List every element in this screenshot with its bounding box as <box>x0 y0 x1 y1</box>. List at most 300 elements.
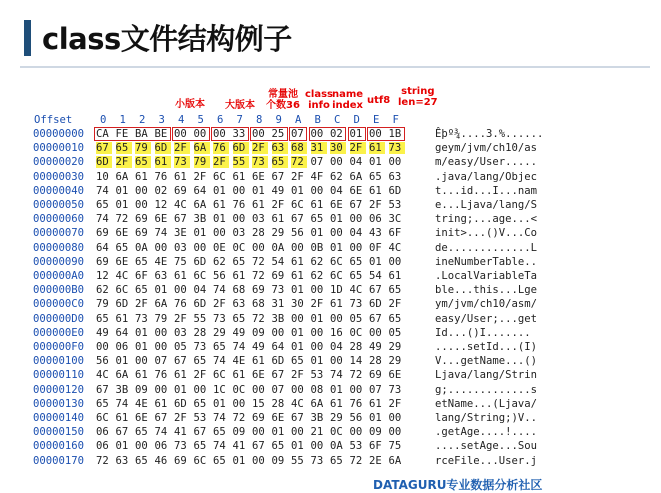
hex-byte[interactable]: 00 <box>154 241 168 254</box>
hex-byte[interactable]: 09 <box>369 426 382 439</box>
hex-byte[interactable]: 03 <box>174 241 187 254</box>
hex-byte[interactable]: 1B <box>388 128 402 140</box>
hex-byte[interactable]: 65 <box>369 170 382 183</box>
hex-byte[interactable]: 29 <box>213 326 226 339</box>
hex-byte[interactable]: 65 <box>96 397 109 410</box>
hex-byte[interactable]: 08 <box>310 383 324 396</box>
hex-byte[interactable]: 2F <box>388 397 402 410</box>
hex-byte[interactable]: 00 <box>349 426 363 439</box>
hex-byte[interactable]: 2F <box>135 298 148 311</box>
hex-byte[interactable]: 21 <box>310 426 324 439</box>
hex-byte[interactable]: 2F <box>213 298 226 311</box>
hex-byte[interactable]: 3B <box>115 383 129 396</box>
hex-byte[interactable]: 00 <box>291 241 304 254</box>
hex-byte[interactable]: 62 <box>96 284 109 297</box>
hex-byte[interactable]: 4E <box>232 355 246 368</box>
hex-byte[interactable]: 2F <box>388 298 402 311</box>
hex-byte[interactable]: 00 <box>135 199 148 211</box>
hex-byte[interactable]: 2F <box>193 170 207 183</box>
hex-byte[interactable]: 6D <box>193 255 207 268</box>
hex-byte[interactable]: 72 <box>252 255 265 268</box>
hex-byte[interactable]: 61 <box>232 170 246 183</box>
hex-byte[interactable]: 68 <box>252 298 265 311</box>
hex-byte[interactable]: 65 <box>232 312 246 325</box>
hex-byte[interactable]: 6C <box>213 170 226 183</box>
hex-byte[interactable]: 67 <box>174 355 187 368</box>
hex-byte[interactable]: 00 <box>310 326 324 339</box>
hex-byte[interactable]: BA <box>135 128 148 140</box>
hex-byte[interactable]: 65 <box>135 426 148 439</box>
hex-byte[interactable]: 56 <box>291 227 304 240</box>
hex-byte[interactable]: 73 <box>271 284 285 297</box>
hex-byte[interactable]: 09 <box>135 383 148 396</box>
hex-byte[interactable]: 00 <box>291 312 304 325</box>
hex-byte[interactable]: 00 <box>232 213 246 226</box>
hex-byte[interactable]: 61 <box>232 369 246 382</box>
hex-byte[interactable]: 69 <box>96 227 109 240</box>
hex-byte[interactable]: 6D <box>233 142 249 154</box>
hex-byte[interactable]: 01 <box>174 383 187 396</box>
hex-byte[interactable]: 4C <box>388 241 402 254</box>
hex-byte[interactable]: 61 <box>330 397 343 410</box>
hex-byte[interactable]: 00 <box>154 326 168 339</box>
hex-byte[interactable]: 33 <box>232 128 246 140</box>
hex-byte[interactable]: 67 <box>271 369 285 382</box>
hex-byte[interactable]: 6C <box>115 284 129 297</box>
hex-byte[interactable]: 4C <box>96 369 109 382</box>
hex-byte[interactable]: 53 <box>310 369 324 382</box>
hex-byte[interactable]: 01 <box>135 326 148 339</box>
hex-byte[interactable]: 67 <box>96 383 109 396</box>
hex-byte[interactable]: 6D <box>155 142 171 154</box>
hex-byte[interactable]: 67 <box>154 412 168 424</box>
hex-byte[interactable]: 01 <box>330 241 343 254</box>
hex-byte[interactable]: 00 <box>154 341 168 353</box>
hex-byte[interactable]: 65 <box>96 312 109 325</box>
hex-byte[interactable]: 04 <box>330 341 343 353</box>
hex-byte[interactable]: 65 <box>291 355 304 368</box>
hex-byte[interactable]: 01 <box>115 440 129 453</box>
hex-byte[interactable]: 00 <box>330 312 343 325</box>
hex-byte[interactable]: 2F <box>291 170 304 183</box>
hex-byte[interactable]: 6D <box>388 184 402 197</box>
hex-byte[interactable]: 79 <box>96 298 109 311</box>
hex-byte[interactable]: 01 <box>115 355 129 368</box>
hex-byte[interactable]: 04 <box>349 227 363 240</box>
hex-byte[interactable]: 65 <box>388 284 402 297</box>
hex-byte[interactable]: 65 <box>96 199 109 211</box>
hex-byte[interactable]: 69 <box>174 184 187 197</box>
hex-byte[interactable]: 3B <box>310 412 324 424</box>
hex-byte[interactable]: 00 <box>232 184 246 197</box>
hex-byte[interactable]: 3B <box>193 213 207 226</box>
hex-byte[interactable]: 74 <box>115 397 129 410</box>
hex-byte[interactable]: 00 <box>193 128 207 140</box>
hex-byte[interactable]: 09 <box>252 326 265 339</box>
hex-byte[interactable]: 6C <box>330 270 343 282</box>
hex-byte[interactable]: 28 <box>369 355 382 368</box>
hex-byte[interactable]: 00 <box>193 241 207 254</box>
hex-byte[interactable]: 6E <box>135 412 148 424</box>
hex-byte[interactable]: 6E <box>252 369 265 382</box>
hex-byte[interactable]: 73 <box>193 341 207 353</box>
hex-byte[interactable]: 6A <box>194 142 210 154</box>
hex-byte[interactable]: 61 <box>174 369 187 382</box>
hex-byte[interactable]: 00 <box>310 284 324 297</box>
hex-byte[interactable]: 00 <box>330 156 343 169</box>
hex-byte[interactable]: 28 <box>349 341 363 353</box>
hex-byte[interactable]: 00 <box>369 326 382 339</box>
hex-byte[interactable]: 01 <box>135 341 148 353</box>
hex-byte[interactable]: 61 <box>330 298 343 311</box>
hex-byte[interactable]: 65 <box>213 426 226 439</box>
hex-byte[interactable]: 00 <box>388 412 402 424</box>
hex-byte[interactable]: 00 <box>135 355 148 368</box>
hex-byte[interactable]: 62 <box>213 255 226 268</box>
hex-byte[interactable]: 65 <box>193 355 207 368</box>
hex-byte[interactable]: 07 <box>310 156 324 169</box>
hex-byte[interactable]: 6C <box>291 199 304 211</box>
hex-byte[interactable]: 79 <box>154 312 168 325</box>
hex-byte[interactable]: 01 <box>291 341 304 353</box>
hex-byte[interactable]: 46 <box>154 454 168 467</box>
hex-byte[interactable]: 2F <box>369 199 382 211</box>
hex-byte[interactable]: 6E <box>252 170 265 183</box>
hex-byte[interactable]: 74 <box>213 412 226 424</box>
hex-byte[interactable]: 6A <box>193 199 207 211</box>
hex-byte[interactable]: 0C <box>349 326 363 339</box>
hex-byte[interactable]: 31 <box>311 142 327 154</box>
hex-byte[interactable]: 06 <box>115 341 129 353</box>
hex-byte[interactable]: 00 <box>174 284 187 297</box>
hex-byte[interactable]: 00 <box>135 184 148 197</box>
hex-byte[interactable]: 01 <box>291 326 304 339</box>
hex-byte[interactable]: 01 <box>213 213 226 226</box>
hex-byte[interactable]: 49 <box>232 326 246 339</box>
hex-byte[interactable]: 29 <box>330 412 343 424</box>
hex-byte[interactable]: 64 <box>96 241 109 254</box>
hex-byte[interactable]: 01 <box>115 199 129 211</box>
hex-byte[interactable]: 00 <box>310 440 324 453</box>
hex-byte[interactable]: 2F <box>291 369 304 382</box>
hex-byte[interactable]: 09 <box>232 426 246 439</box>
hex-byte[interactable]: 61 <box>291 255 304 268</box>
hex-byte[interactable]: 67 <box>252 440 265 453</box>
hex-byte[interactable]: 06 <box>369 213 382 226</box>
hex-byte[interactable]: 61 <box>115 412 129 424</box>
hex-byte[interactable]: 07 <box>291 128 304 140</box>
hex-byte[interactable]: 0A <box>330 440 343 453</box>
hex-byte[interactable]: 74 <box>154 227 168 240</box>
hex-byte[interactable]: 01 <box>369 156 382 169</box>
hex-byte[interactable]: 01 <box>252 184 265 197</box>
hex-byte[interactable]: 01 <box>349 128 363 140</box>
hex-byte[interactable]: 65 <box>213 341 226 353</box>
hex-byte[interactable]: 56 <box>96 355 109 368</box>
hex-byte[interactable]: 64 <box>115 326 129 339</box>
hex-byte[interactable]: 61 <box>252 355 265 368</box>
hex-byte[interactable]: 6E <box>154 213 168 226</box>
hex-byte[interactable]: 01 <box>213 184 226 197</box>
hex-byte[interactable]: 00 <box>96 341 109 353</box>
hex-byte[interactable]: 01 <box>291 184 304 197</box>
hex-byte[interactable]: 67 <box>174 213 187 226</box>
hex-byte[interactable]: 72 <box>232 412 246 424</box>
hex-byte[interactable]: 76 <box>174 298 187 311</box>
hex-byte[interactable]: 65 <box>135 454 148 467</box>
hex-byte[interactable]: 6A <box>154 298 168 311</box>
hex-byte[interactable]: 12 <box>154 199 168 211</box>
hex-byte[interactable]: 0B <box>310 241 324 254</box>
hex-byte[interactable]: 00 <box>232 397 246 410</box>
hex-byte[interactable]: 67 <box>291 412 304 424</box>
hex-byte[interactable]: 28 <box>252 227 265 240</box>
hex-byte[interactable]: 6C <box>330 255 343 268</box>
hex-byte[interactable]: 61 <box>115 312 129 325</box>
hex-byte[interactable]: 28 <box>271 397 285 410</box>
hex-byte[interactable]: 74 <box>232 341 246 353</box>
hex-byte[interactable]: 14 <box>349 355 363 368</box>
hex-byte[interactable]: 75 <box>388 440 402 453</box>
hex-byte[interactable]: 53 <box>388 199 402 211</box>
hex-byte[interactable]: 02 <box>330 128 343 140</box>
hex-byte[interactable]: 67 <box>115 426 129 439</box>
hex-byte[interactable]: 09 <box>271 454 285 467</box>
hex-byte[interactable]: 4C <box>349 284 363 297</box>
hex-byte[interactable]: 74 <box>213 284 226 297</box>
hex-byte[interactable]: 6A <box>310 397 324 410</box>
hex-byte[interactable]: 6D <box>271 355 285 368</box>
hex-byte[interactable]: 61 <box>369 184 382 197</box>
hex-byte[interactable]: 74 <box>330 369 343 382</box>
hex-byte[interactable]: 65 <box>349 255 363 268</box>
hex-byte[interactable]: 72 <box>96 454 109 467</box>
hex-byte[interactable]: 65 <box>135 156 151 168</box>
hex-byte[interactable]: 69 <box>135 213 148 226</box>
hex-byte[interactable]: 69 <box>174 454 187 467</box>
hex-byte[interactable]: 00 <box>349 241 363 254</box>
hex-byte[interactable]: 6F <box>369 440 382 453</box>
hex-byte[interactable]: 63 <box>388 170 402 183</box>
hex-byte[interactable]: 76 <box>154 369 168 382</box>
hex-byte[interactable]: 2F <box>174 142 190 154</box>
hex-byte[interactable]: 00 <box>213 128 226 140</box>
hex-byte[interactable]: 01 <box>330 383 343 396</box>
hex-byte[interactable]: 65 <box>271 440 285 453</box>
hex-byte[interactable]: 61 <box>174 270 187 282</box>
hex-byte[interactable]: 6E <box>271 412 285 424</box>
hex-byte[interactable]: 2F <box>174 312 187 325</box>
hex-byte[interactable]: 41 <box>232 440 246 453</box>
hex-byte[interactable]: 2F <box>193 369 207 382</box>
hex-byte[interactable]: 28 <box>193 326 207 339</box>
hex-byte[interactable]: 00 <box>174 128 187 140</box>
hex-byte[interactable]: 69 <box>96 255 109 268</box>
hex-byte[interactable]: 49 <box>271 184 285 197</box>
hex-byte[interactable]: 00 <box>252 426 265 439</box>
hex-byte[interactable]: 65 <box>193 397 207 410</box>
hex-byte[interactable]: 3E <box>174 227 187 240</box>
hex-byte[interactable]: 30 <box>291 298 304 311</box>
hex-byte[interactable]: 61 <box>135 170 148 183</box>
hex-byte[interactable]: 54 <box>271 255 285 268</box>
hex-byte[interactable]: 00 <box>271 326 285 339</box>
hex-byte[interactable]: 6E <box>115 255 129 268</box>
hex-byte[interactable]: 67 <box>96 142 112 154</box>
hex-byte[interactable]: 72 <box>252 312 265 325</box>
hex-byte[interactable]: 74 <box>96 213 109 226</box>
hex-byte[interactable]: 6A <box>115 369 129 382</box>
hex-byte[interactable]: 72 <box>115 213 129 226</box>
hex-byte[interactable]: 69 <box>135 227 148 240</box>
hex-byte[interactable]: 4E <box>154 255 168 268</box>
hex-byte[interactable]: 06 <box>154 440 168 453</box>
hex-byte[interactable]: 01 <box>193 227 207 240</box>
hex-byte[interactable]: 61 <box>135 369 148 382</box>
hex-byte[interactable]: 00 <box>310 184 324 197</box>
hex-byte[interactable]: 73 <box>213 312 226 325</box>
hex-byte[interactable]: 03 <box>174 326 187 339</box>
hex-byte[interactable]: 61 <box>271 213 285 226</box>
hex-byte[interactable]: 2F <box>213 156 229 168</box>
hex-byte[interactable]: 01 <box>115 184 129 197</box>
hex-byte[interactable]: 15 <box>252 397 265 410</box>
hex-byte[interactable]: 00 <box>349 383 363 396</box>
hex-byte[interactable]: 69 <box>271 270 285 282</box>
hex-byte[interactable]: 6A <box>115 170 129 183</box>
hex-byte[interactable]: 10 <box>96 170 109 183</box>
hex-byte[interactable]: 6C <box>213 369 226 382</box>
hex-byte[interactable]: 61 <box>369 142 385 154</box>
hex-byte[interactable]: 72 <box>349 369 363 382</box>
hex-byte[interactable]: 67 <box>193 426 207 439</box>
hex-byte[interactable]: 01 <box>213 397 226 410</box>
hex-byte[interactable]: 05 <box>388 326 402 339</box>
hex-byte[interactable]: 74 <box>96 184 109 197</box>
hex-byte[interactable]: 41 <box>174 426 187 439</box>
hex-byte[interactable]: 75 <box>174 255 187 268</box>
hex-byte[interactable]: 01 <box>291 284 304 297</box>
hex-byte[interactable]: 62 <box>330 170 343 183</box>
hex-byte[interactable]: 04 <box>193 284 207 297</box>
hex-byte[interactable]: 63 <box>272 142 288 154</box>
hex-byte[interactable]: 63 <box>232 298 246 311</box>
hex-byte[interactable]: 73 <box>388 383 402 396</box>
hex-byte[interactable]: 43 <box>369 227 382 240</box>
hex-byte[interactable]: 64 <box>193 184 207 197</box>
hex-byte[interactable]: 64 <box>271 341 285 353</box>
hex-byte[interactable]: 00 <box>252 383 265 396</box>
hex-byte[interactable]: 2E <box>369 454 382 467</box>
hex-byte[interactable]: 76 <box>213 142 229 154</box>
hex-byte[interactable]: 55 <box>233 156 249 168</box>
hex-byte[interactable]: 16 <box>330 326 343 339</box>
hex-byte[interactable]: 65 <box>330 454 343 467</box>
hex-byte[interactable]: 56 <box>349 412 363 424</box>
hex-byte[interactable]: 0A <box>135 241 148 254</box>
hex-byte[interactable]: 65 <box>116 142 132 154</box>
hex-byte[interactable]: 00 <box>310 128 324 140</box>
hex-byte[interactable]: FE <box>115 128 129 140</box>
hex-byte[interactable]: 01 <box>310 355 324 368</box>
hex-byte[interactable]: 12 <box>96 270 109 282</box>
hex-byte[interactable]: 00 <box>310 341 324 353</box>
hex-byte[interactable]: 00 <box>369 128 382 140</box>
hex-byte[interactable]: 25 <box>271 128 285 140</box>
hex-byte[interactable]: 06 <box>96 440 109 453</box>
hex-byte[interactable]: 6E <box>115 227 129 240</box>
hex-byte[interactable]: 61 <box>252 199 265 211</box>
hex-byte[interactable]: 6A <box>349 170 363 183</box>
hex-byte[interactable]: 6C <box>193 454 207 467</box>
hex-byte[interactable]: 76 <box>349 397 363 410</box>
hex-byte[interactable]: 03 <box>232 227 246 240</box>
hex-byte[interactable]: 62 <box>310 270 324 282</box>
hex-byte[interactable]: 0F <box>369 241 382 254</box>
hex-byte[interactable]: 67 <box>291 213 304 226</box>
hex-byte[interactable]: 79 <box>194 156 210 168</box>
hex-byte[interactable]: 61 <box>232 270 246 282</box>
hex-byte[interactable]: 01 <box>154 284 168 297</box>
hex-byte[interactable]: 2F <box>271 199 285 211</box>
hex-byte[interactable]: 00 <box>388 426 402 439</box>
hex-byte[interactable]: 6D <box>369 298 382 311</box>
hex-byte[interactable]: 01 <box>310 312 324 325</box>
hex-byte[interactable]: 68 <box>291 142 307 154</box>
hex-byte[interactable]: 49 <box>252 341 265 353</box>
hex-byte[interactable]: 61 <box>213 199 226 211</box>
hex-byte[interactable]: 61 <box>154 397 168 410</box>
hex-byte[interactable]: 05 <box>349 312 363 325</box>
hex-byte[interactable]: 67 <box>349 199 363 211</box>
hex-byte[interactable]: 61 <box>174 170 187 183</box>
hex-byte[interactable]: 67 <box>271 170 285 183</box>
hex-byte[interactable]: 00 <box>330 355 343 368</box>
hex-byte[interactable]: 6C <box>96 412 109 424</box>
hex-byte[interactable]: 67 <box>369 312 382 325</box>
hex-byte[interactable]: 6A <box>388 454 402 467</box>
hex-byte[interactable]: 49 <box>369 341 382 353</box>
hex-byte[interactable]: 4C <box>291 397 304 410</box>
hex-byte[interactable]: 69 <box>252 284 265 297</box>
hex-byte[interactable]: 01 <box>271 426 285 439</box>
hex-byte[interactable]: 63 <box>154 270 168 282</box>
hex-byte[interactable]: 00 <box>330 227 343 240</box>
hex-byte[interactable]: 06 <box>96 426 109 439</box>
hex-byte[interactable]: 6E <box>330 199 343 211</box>
hex-byte[interactable]: 49 <box>96 326 109 339</box>
hex-byte[interactable]: 65 <box>115 241 129 254</box>
hex-byte[interactable]: 56 <box>213 270 226 282</box>
hex-byte[interactable]: 04 <box>330 184 343 197</box>
hex-byte[interactable]: 73 <box>310 454 324 467</box>
hex-byte[interactable]: 6F <box>135 270 148 282</box>
hex-byte[interactable]: 61 <box>291 270 304 282</box>
hex-byte[interactable]: 61 <box>310 199 324 211</box>
hex-byte[interactable]: 2F <box>174 412 187 424</box>
hex-byte[interactable]: 00 <box>193 383 207 396</box>
hex-byte[interactable]: 67 <box>369 284 382 297</box>
hex-byte[interactable]: 4F <box>310 170 324 183</box>
hex-byte[interactable]: 6D <box>96 156 112 168</box>
hex-byte[interactable]: 76 <box>232 199 246 211</box>
hex-byte[interactable]: 73 <box>174 440 187 453</box>
hex-byte[interactable]: 74 <box>213 355 226 368</box>
hex-byte[interactable]: 74 <box>154 426 168 439</box>
hex-byte[interactable]: 07 <box>271 383 285 396</box>
hex-byte[interactable]: 29 <box>388 355 402 368</box>
hex-byte[interactable]: 31 <box>271 298 285 311</box>
